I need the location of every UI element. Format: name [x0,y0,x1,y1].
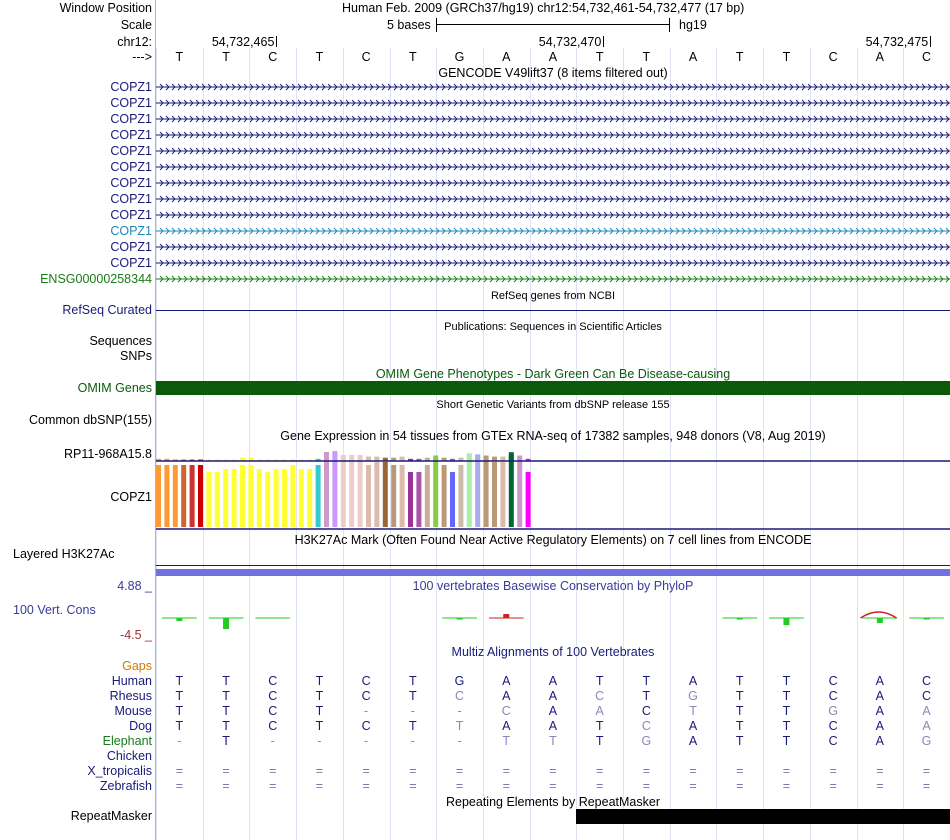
aligned-base: = [269,779,277,793]
phylop-score-bar[interactable] [270,618,276,619]
refseq-line [156,310,950,311]
refseq-track-title[interactable]: RefSeq genes from NCBI [490,290,616,302]
aligned-base: T [222,689,230,703]
gtex-bar-gene2[interactable] [240,465,245,527]
aligned-base: T [782,734,791,748]
reference-base: A [502,50,511,64]
gtex-bar-gene2[interactable] [206,472,211,527]
gtex-bar-gene2[interactable] [282,469,287,527]
aligned-base: C [455,689,465,703]
aligned-base: T [782,719,791,733]
aligned-base: = [782,764,791,778]
aligned-base: T [595,719,604,733]
reference-base: A [875,50,885,64]
phylop-track-title[interactable]: 100 vertebrates Basewise Conservation by PhyloP [412,579,694,593]
aligned-base: = [175,764,183,778]
aligned-base: C [268,719,278,733]
gene-body-line[interactable] [156,242,950,252]
gtex-bar-gene2[interactable] [383,462,388,527]
gene-body-line[interactable] [156,258,950,268]
aligned-base: G [454,674,465,688]
aligned-base: = [549,764,557,778]
gtex-bar-gene2[interactable] [248,465,253,527]
gene-label[interactable]: COPZ1 [110,240,152,254]
gtex-bar-gene2[interactable] [349,455,354,527]
gene-body-line[interactable] [156,178,950,188]
scale-text: 5 bases [387,18,431,32]
aligned-base: = [642,779,650,793]
gene-label[interactable]: COPZ1 [110,224,152,238]
aligned-base: A [688,734,698,748]
aligned-base: T [735,674,744,688]
aligned-base: A [548,689,558,703]
gtex-bar-gene2[interactable] [190,465,195,527]
gtex-bar-gene2[interactable] [408,472,413,527]
gene-label[interactable]: COPZ1 [110,144,152,158]
reference-base: T [595,50,604,64]
aligned-base: = [736,779,744,793]
gtex-bar-gene2[interactable] [425,465,430,527]
phylop-chart[interactable] [156,596,950,632]
aligned-base: A [548,704,558,718]
aligned-base: T [689,704,697,718]
aligned-base: = [315,779,324,793]
label-column-divider [155,0,156,840]
phylop-max-label: 4.88 _ [117,579,152,593]
aligned-base: - [364,704,369,718]
aligned-base: T [782,704,791,718]
aligned-base: T [782,689,791,703]
reference-base: T [409,50,417,64]
window-position-value: Human Feb. 2009 (GRCh37/hg19) chr12:54,732,461-54,732,477 (17 bp) [342,1,745,15]
aligned-base: G [921,734,932,748]
gene-label[interactable]: COPZ1 [110,176,152,190]
coordinate-label: 54,732,465 [211,35,275,49]
gtex-bar-gene2[interactable] [416,472,421,527]
multiz-track-title[interactable]: Multiz Alignments of 100 Vertebrates [451,645,655,659]
aligned-base: A [922,704,931,718]
repeatmasker-element[interactable] [576,809,950,824]
aligned-base: C [361,689,371,703]
aligned-base: C [595,689,605,703]
refseq-label[interactable]: RefSeq Curated [62,303,152,317]
aligned-base: T [222,674,230,688]
aligned-base: T [175,689,184,703]
reference-base: G [454,50,465,64]
gene-body-line[interactable] [156,130,950,140]
phylop-label[interactable]: 100 Vert. Cons [13,603,96,617]
reference-base: T [315,50,324,64]
aligned-base: T [315,719,324,733]
aligned-base: = [829,764,837,778]
gencode-track-title[interactable]: GENCODE V49lift37 (8 items filtered out) [438,66,668,80]
gene-body-line[interactable] [156,114,950,124]
gtex-bar-gene2[interactable] [366,465,371,527]
dbsnp-label[interactable]: Common dbSNP(155) [29,413,152,427]
aligned-base: = [595,764,604,778]
gene-body-line[interactable] [156,82,950,92]
aligned-base: T [735,734,744,748]
gtex-bar-gene2[interactable] [484,459,489,527]
aligned-base: C [828,689,838,703]
dbsnp-track-title[interactable]: Short Genetic Variants from dbSNP release 155 [436,399,670,411]
phylop-score-bar[interactable] [503,614,509,618]
gtex-gene2-label[interactable]: COPZ1 [110,490,152,504]
gtex-bar-gene2[interactable] [341,455,346,527]
gtex-bar-gene2[interactable] [316,465,321,527]
aligned-base: G [641,734,652,748]
aligned-base: T [315,689,324,703]
gene-label[interactable]: COPZ1 [110,160,152,174]
aligned-base: = [922,779,931,793]
aligned-base: T [222,719,230,733]
aligned-base: T [175,704,184,718]
aligned-base: - [410,704,415,718]
h3k27ac-label[interactable]: Layered H3K27Ac [13,547,115,561]
snps-label[interactable]: SNPs [120,349,152,363]
gtex-bar-gene2[interactable] [215,472,220,527]
aligned-base: = [222,764,230,778]
gtex-bar-gene2[interactable] [257,469,262,527]
gtex-bar-gene2[interactable] [265,472,270,527]
aligned-base: - [270,734,275,748]
aligned-base: - [364,734,369,748]
reference-base: A [548,50,558,64]
gtex-bar-gene2[interactable] [391,465,396,527]
gtex-bar-gene2[interactable] [475,455,480,527]
species-label[interactable]: Rhesus [109,689,152,703]
gtex-bar-gene2[interactable] [223,469,228,527]
aligned-base: = [922,764,931,778]
gene-body-line[interactable] [156,210,950,220]
aligned-base: T [222,704,230,718]
aligned-base: C [828,734,838,748]
aligned-base: A [595,704,604,718]
gtex-bar-gene2[interactable] [181,465,186,527]
aligned-base: = [409,764,417,778]
aligned-base: T [735,704,744,718]
gtex-bar-gene2[interactable] [290,465,295,527]
aligned-base: T [222,734,230,748]
aligned-base: G [828,704,839,718]
aligned-base: A [502,719,511,733]
gene-body-line[interactable] [156,194,950,204]
aligned-base: C [361,674,371,688]
reference-base: T [222,50,230,64]
aligned-base: T [642,674,651,688]
reference-base: T [782,50,791,64]
omim-label[interactable]: OMIM Genes [77,381,152,395]
gtex-bar-gene2[interactable] [458,465,463,527]
gtex-bar-gene2[interactable] [492,462,497,527]
aligned-base: C [828,674,838,688]
aligned-base: C [828,719,838,733]
aligned-base: T [549,734,557,748]
aligned-base: T [315,704,324,718]
aligned-base: T [175,674,184,688]
phylop-score-bar[interactable] [176,618,182,621]
coordinate-tick [276,36,277,47]
aligned-base: = [175,779,183,793]
reference-base: T [175,50,184,64]
aligned-base: C [501,704,511,718]
gtex-bar-gene2[interactable] [509,455,514,527]
phylop-score-bar[interactable] [737,618,743,620]
aligned-base: = [829,779,837,793]
aligned-base: = [455,764,464,778]
gene-label[interactable]: COPZ1 [110,256,152,270]
aligned-base: = [876,764,884,778]
phylop-score-bar[interactable] [924,618,930,620]
aligned-base: = [876,779,884,793]
gene-body-line[interactable] [156,98,950,108]
publications-track-title[interactable]: Publications: Sequences in Scientific Articles [444,321,662,333]
phylop-score-bar[interactable] [223,618,229,629]
gtex-bar-gene2[interactable] [156,465,161,527]
gtex-bar-gene2[interactable] [500,462,505,527]
species-label[interactable]: Zebrafish [99,779,152,793]
gaps-label: Gaps [122,659,152,673]
gene-label[interactable]: COPZ1 [110,208,152,222]
aligned-base: A [875,704,885,718]
gtex-bar-gene2[interactable] [173,465,178,527]
scale-assembly: hg19 [679,18,707,32]
gene-label[interactable]: COPZ1 [110,128,152,142]
coordinate-tick [930,36,931,47]
aligned-base: = [782,779,791,793]
aligned-base: A [922,719,931,733]
gene-body-line[interactable] [156,146,950,156]
aligned-base: A [875,719,885,733]
aligned-base: = [736,764,744,778]
aligned-base: T [595,734,604,748]
aligned-base: A [688,674,698,688]
aligned-base: T [409,719,417,733]
gtex-bar-gene2[interactable] [450,472,455,527]
aligned-base: A [875,674,885,688]
aligned-base: = [362,779,370,793]
aligned-base: - [457,704,462,718]
gene-label[interactable]: COPZ1 [110,112,152,126]
aligned-base: C [268,689,278,703]
aligned-base: T [642,689,651,703]
aligned-base: = [222,779,230,793]
reference-base: A [688,50,698,64]
gtex-bar-gene2[interactable] [358,455,363,527]
phylop-min-label: -4.5 _ [120,628,152,642]
gtex-expression-chart[interactable] [156,448,950,530]
aligned-base: A [875,689,885,703]
gtex-bar-gene2[interactable] [517,459,522,527]
aligned-base: C [922,689,932,703]
aligned-base: T [409,674,417,688]
omim-track-title[interactable]: OMIM Gene Phenotypes - Dark Green Can Be Disease-causing [375,367,731,381]
aligned-base: = [269,764,277,778]
phylop-score-bar[interactable] [457,618,463,620]
coordinate-tick [603,36,604,47]
repeatmasker-track-title[interactable]: Repeating Elements by RepeatMasker [445,795,660,809]
gene-body-line[interactable] [156,226,950,236]
species-label[interactable]: Human [111,674,152,688]
aligned-base: - [317,734,322,748]
h3k27ac-signal [156,569,950,576]
h3k27ac-baseline [156,565,950,566]
aligned-base: - [410,734,415,748]
aligned-base: T [595,674,604,688]
aligned-base: A [688,719,698,733]
repeatmasker-label[interactable]: RepeatMasker [70,809,152,823]
gtex-bar-gene2[interactable] [433,459,438,527]
reference-base: T [642,50,651,64]
species-label[interactable]: X_tropicalis [87,764,152,778]
aligned-base: = [409,779,417,793]
species-label[interactable]: Mouse [114,704,152,718]
species-label[interactable]: Chicken [106,749,152,763]
aligned-base: A [548,719,558,733]
aligned-base: T [782,674,791,688]
aligned-base: - [177,734,182,748]
gtex-bar-gene2[interactable] [198,465,203,527]
aligned-base: = [642,764,650,778]
aligned-base: C [641,719,651,733]
phylop-curve [861,612,897,618]
window-position-label: Window Position [59,1,152,15]
aligned-base: = [689,779,697,793]
reference-base: C [361,50,371,64]
gtex-gene1-label[interactable]: RP11-968A15.8 [63,447,152,461]
aligned-base: = [689,764,697,778]
aligned-base: T [175,719,184,733]
aligned-base: T [409,689,417,703]
phylop-score-bar[interactable] [877,618,883,623]
gtex-bar-gene2[interactable] [526,472,531,527]
reference-base: C [268,50,278,64]
aligned-base: A [502,674,511,688]
gtex-bar-gene2[interactable] [400,465,405,527]
species-label[interactable]: Elephant [102,734,152,748]
gene-label[interactable]: COPZ1 [110,96,152,110]
aligned-base: = [549,779,557,793]
aligned-base: A [875,734,885,748]
sequences-label[interactable]: Sequences [89,334,152,348]
aligned-base: = [315,764,324,778]
reference-base: T [735,50,744,64]
gtex-bar-gene2[interactable] [467,455,472,527]
aligned-base: A [502,689,511,703]
aligned-base: - [457,734,462,748]
aligned-base: = [595,779,604,793]
coordinate-label: 54,732,470 [538,35,602,49]
gtex-bar-gene2[interactable] [299,469,304,527]
aligned-base: T [455,719,464,733]
reference-base: C [828,50,838,64]
coordinate-label: 54,732,475 [865,35,929,49]
gtex-bar-gene2[interactable] [442,465,447,527]
gene-label[interactable]: ENSG00000258344 [40,272,152,286]
gtex-bar-gene2[interactable] [324,452,329,527]
aligned-base: T [502,734,511,748]
gtex-bar-gene2[interactable] [274,469,279,527]
gene-body-line[interactable] [156,162,950,172]
gtex-bar-gene2[interactable] [307,469,312,527]
aligned-base: T [315,674,324,688]
aligned-base: C [641,704,651,718]
chrom-label: chr12: [117,35,152,49]
aligned-base: A [548,674,558,688]
aligned-base: = [455,779,464,793]
reference-base: C [922,50,932,64]
scale-label: Scale [120,18,152,32]
species-label[interactable]: Dog [129,719,152,733]
aligned-base: C [922,674,932,688]
gene-label[interactable]: COPZ1 [110,80,152,94]
h3k27ac-track-title[interactable]: H3K27Ac Mark (Often Found Near Active Regulatory Elements) on 7 cell lines from ENCODE [294,533,812,547]
omim-feature-bar[interactable] [156,381,950,395]
gtex-track-title[interactable]: Gene Expression in 54 tissues from GTEx RNA-seq of 17382 samples, 948 donors (V8, Aug 2019) [280,429,826,443]
gtex-bar-gene2[interactable] [164,465,169,527]
gtex-bar-gene2[interactable] [374,462,379,527]
aligned-base: T [735,689,744,703]
scale-bar [436,18,670,32]
gene-label[interactable]: COPZ1 [110,192,152,206]
phylop-score-bar[interactable] [783,618,789,625]
aligned-base: T [735,719,744,733]
gene-body-line[interactable] [156,274,950,284]
aligned-base: G [688,689,698,703]
aligned-base: = [502,764,510,778]
strand-label: ---> [132,50,152,64]
aligned-base: = [362,764,370,778]
aligned-base: = [502,779,510,793]
aligned-base: C [361,719,371,733]
gtex-bar-gene2[interactable] [332,452,337,527]
aligned-base: C [268,704,278,718]
aligned-base: C [268,674,278,688]
gtex-bar-gene2[interactable] [232,469,237,527]
